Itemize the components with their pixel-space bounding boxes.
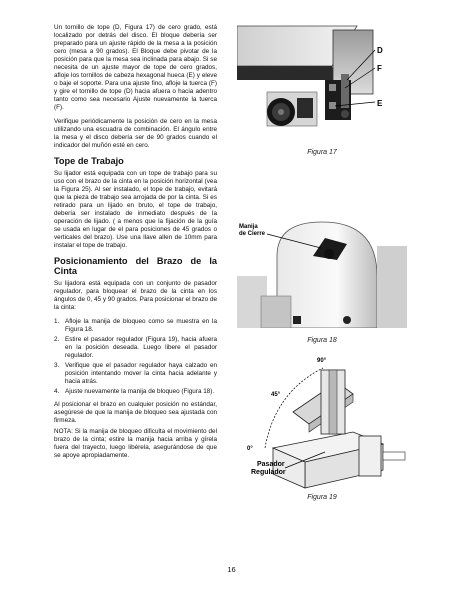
brazo-paragraph-2: Al posicionar el brazo en cualquier posición no estándar, asegúrese de que la manija de bloqueo sea ajustada con firmeza.	[54, 400, 217, 424]
page-number: 16	[227, 565, 236, 574]
figure-18-caption: Figura 18	[307, 337, 337, 344]
label-e: E	[377, 99, 383, 108]
label-f: F	[377, 64, 382, 73]
list-item	[54, 362, 217, 386]
list-item	[54, 336, 217, 360]
label-d: D	[377, 46, 383, 55]
step-text: Ajuste nuevamente la manija de bloqueo (Figura 18).	[65, 387, 215, 395]
steps-list	[54, 318, 217, 396]
figure-17-caption: Figura 17	[307, 149, 337, 156]
figure-17	[237, 22, 407, 162]
step-text: Verifique que el pasador regulador haya calzado en posición intentando mover la cinta hacia adelante y hacia atrás.	[65, 361, 217, 385]
step-number: 3.	[54, 361, 60, 369]
intro-paragraph-1: Un tornillo de tope (D, Figura 17) de cero grado, está localizado por detrás del disco. El bloque debería ser preparado para un ajuste rápido de la mesa a la posición cero (mesa a 90 grados). El Bloque debe pivotar de la posición para que la mesa sea inclinada para abajo. Si se necesita de un ajuste mayor de tope de cero grados, afloje los tornillos de cabeza hexagonal hueca (E) y eleve o baje el soporte. Para una ajuste fino, afloje la tuerca (F) y gire el tornillo de tope (D) hacia afuera o hacia adentro tanto como sea necesario Ajuste nuevamente la tuerca (F).	[54, 24, 217, 111]
intro-paragraph-2: Verifique periódicamente la posición de cero en la mesa utilizando una escuadra de combinación. El ángulo entre la mesa y el disco debería ser de 90 grados cuando el indicador del muñón esté en cero.	[54, 118, 217, 149]
step-number: 1.	[54, 317, 60, 325]
step-number: 4.	[54, 387, 60, 395]
text-column	[54, 24, 217, 466]
brazo-paragraph-1: Su lijadora está equipada con un conjunto de pasador regulador, para bloquear el brazo de la cinta en los ángulos de 0, 45 y 90 grados. Para posicionar el brazo de la cinta:	[54, 279, 217, 311]
figure-19	[233, 352, 411, 512]
figure-17-photo	[237, 22, 407, 140]
label-90: 90°	[317, 358, 327, 364]
list-item	[54, 318, 217, 334]
pin-label-line-1: Pasador	[257, 461, 285, 468]
label-45: 45°	[271, 392, 281, 398]
figure-18-photo	[237, 216, 407, 328]
pin-label-line-2: Regulador	[251, 469, 286, 476]
tope-paragraph: Su lijador está equipada con un tope de trabajo para su uso con el brazo de la cinta en la posición horizontal (vea la Figura 25). Al ser instalado, el tope de trabajo, evitará que la pieza de trabajo sea arrojada de por la cinta. Si es retirado para un lijado en bruto, el tope de trabajo, debería ser instalado de inmediato después de la operación de lijado. ( a menos que la fijación de la guía se usada en lugar de el para posiciones de 45 grados o verticales del brazo). Use una llave allen de 10mm para instalar el tope de trabajo.	[54, 169, 217, 249]
figure-19-diagram	[233, 352, 411, 490]
section-heading-tope: Tope de Trabajo	[54, 156, 124, 166]
section-heading-brazo: Posicionamiento del Brazo de la Cinta	[54, 255, 217, 276]
callout-line-2: de Cierre	[239, 231, 266, 237]
callout-line-1: Manija	[239, 224, 258, 230]
step-text: Estire el pasador regulador (Figura 19), hacia afuera en la posición deseada. Luego libere el pasador regulador.	[65, 335, 217, 359]
step-number: 2.	[54, 335, 60, 343]
label-0: 0°	[247, 446, 253, 452]
list-item	[54, 388, 217, 396]
figure-18	[237, 216, 407, 348]
brazo-paragraph-3: NOTA: Si la manija de bloqueo dificulta el movimiento del brazo de la cinta; estire la manija hacia arriba y gírela fuera del trayecto, luego libérela, asegurándose de que se apoye apropiadamente.	[54, 427, 217, 459]
step-text: Afloje la manija de bloqueo como se muestra en la Figura 18.	[65, 317, 217, 333]
figure-19-caption: Figura 19	[307, 494, 337, 501]
